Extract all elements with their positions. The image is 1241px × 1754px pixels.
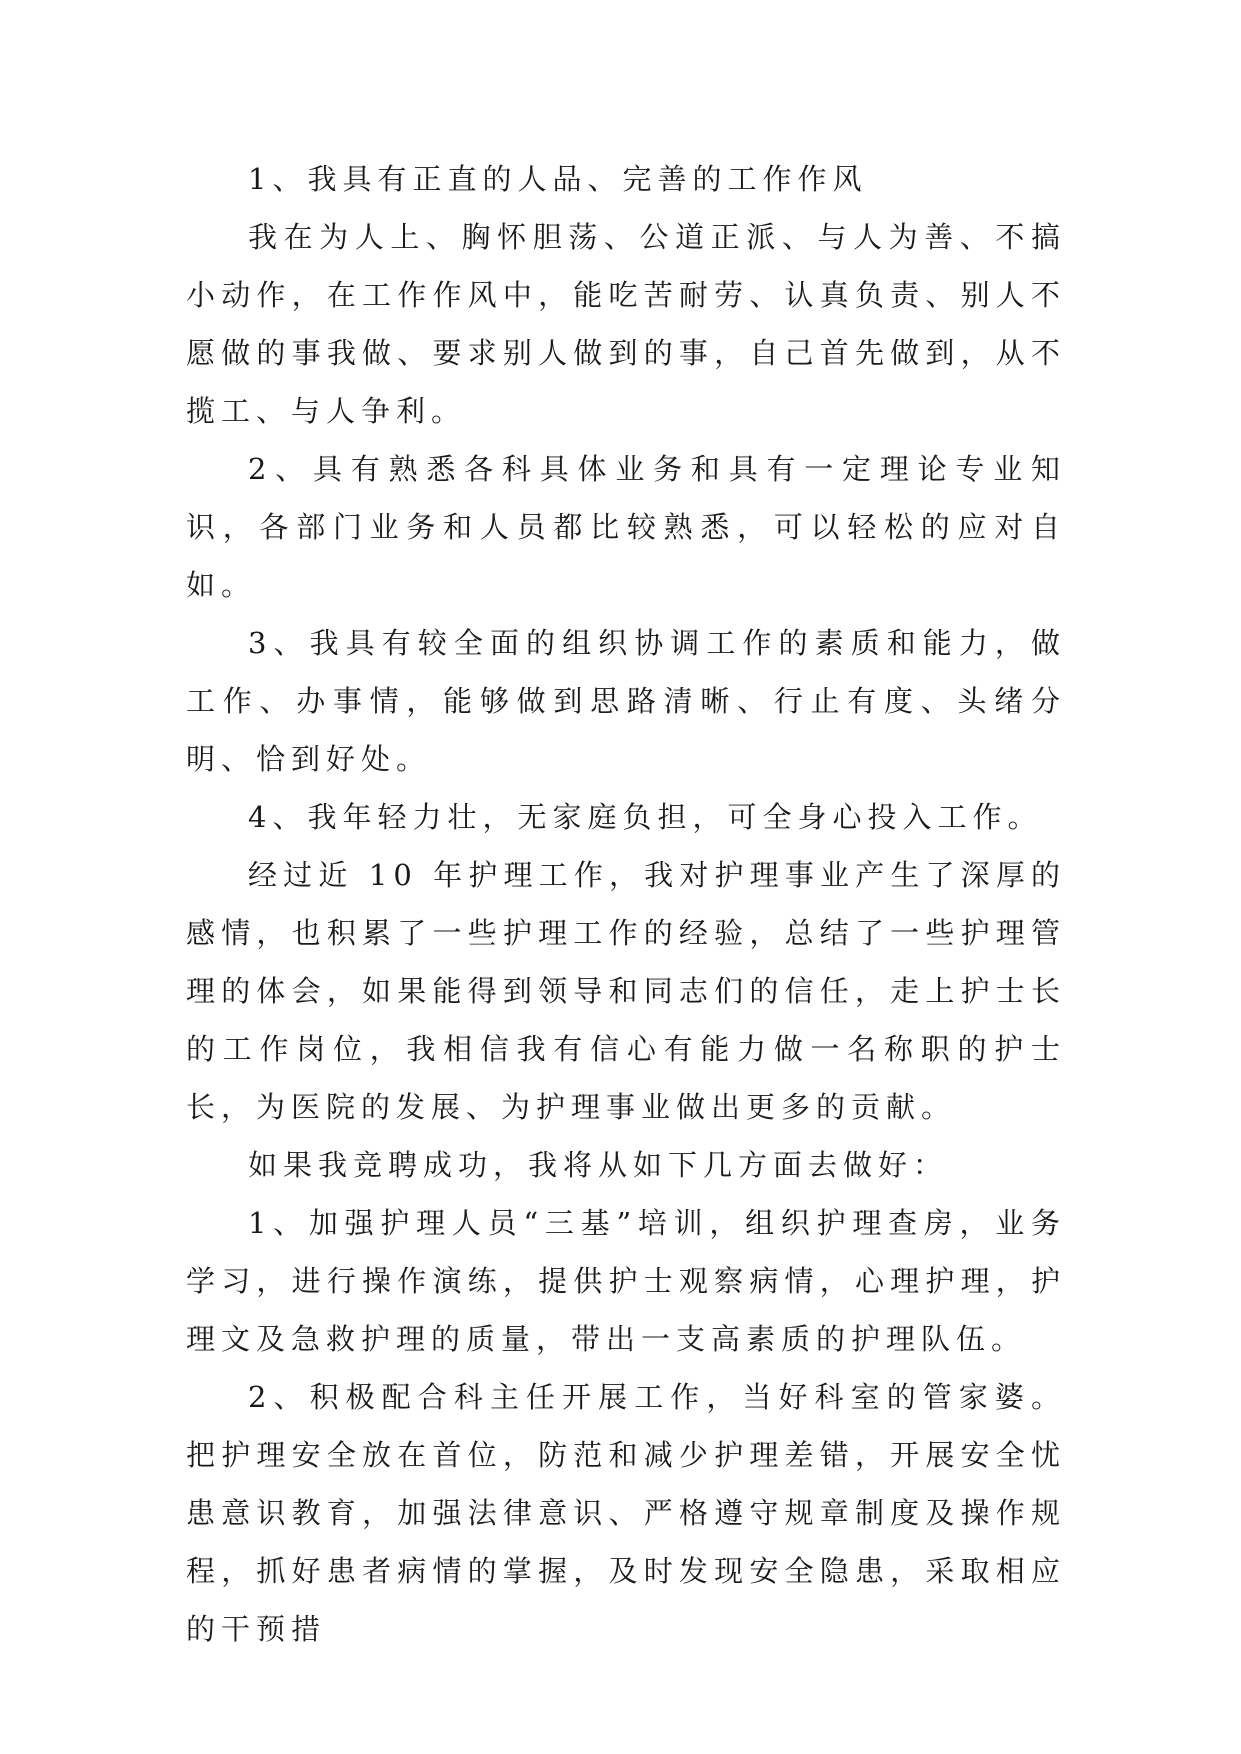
paragraph-8: 1、加强护理人员“三基”培训，组织护理查房，业务学习，进行操作演练，提供护士观察病情，心理护理，护理文及急救护理的质量，带出一支高素质的护理队伍。 [186, 1206, 1066, 1356]
paragraph-5: 4、我年轻力壮，无家庭负担，可全身心投入工作。 [248, 800, 1043, 834]
paragraph-7: 如果我竞聘成功，我将从如下几方面去做好： [248, 1148, 949, 1182]
paragraph-2: 我在为人上、胸怀胆荡、公道正派、与人为善、不搞小动作，在工作作风中，能吃苦耐劳、认真负责、别人不愿做的事我做、要求别人做到的事，自己首先做到，从不揽工、与人争利。 [186, 220, 1066, 428]
paragraph-4: 3、我具有较全面的组织协调工作的素质和能力，做工作、办事情，能够做到思路清晰、行止有度、头绪分明、恰到好处。 [186, 626, 1066, 776]
paragraph-3: 2、具有熟悉各科具体业务和具有一定理论专业知识，各部门业务和人员都比较熟悉，可以轻松的应对自如。 [186, 452, 1066, 602]
document-body [186, 150, 1066, 1658]
paragraph-9: 2、积极配合科主任开展工作，当好科室的管家婆。把护理安全放在首位，防范和减少护理差错，开展安全忧患意识教育，加强法律意识、严格遵守规章制度及操作规程，抓好患者病情的掌握，及时发现安全隐患，采取相应的干预措 [186, 1380, 1066, 1646]
paragraph-6: 经过近 10 年护理工作，我对护理事业产生了深厚的感情，也积累了一些护理工作的经验，总结了一些护理管理的体会，如果能得到领导和同志们的信任，走上护士长的工作岗位，我相信我有信心有能力做一名称职的护士长，为医院的发展、为护理事业做出更多的贡献。 [186, 858, 1066, 1124]
paragraph-1: 1、我具有正直的人品、完善的工作作风 [248, 162, 868, 196]
